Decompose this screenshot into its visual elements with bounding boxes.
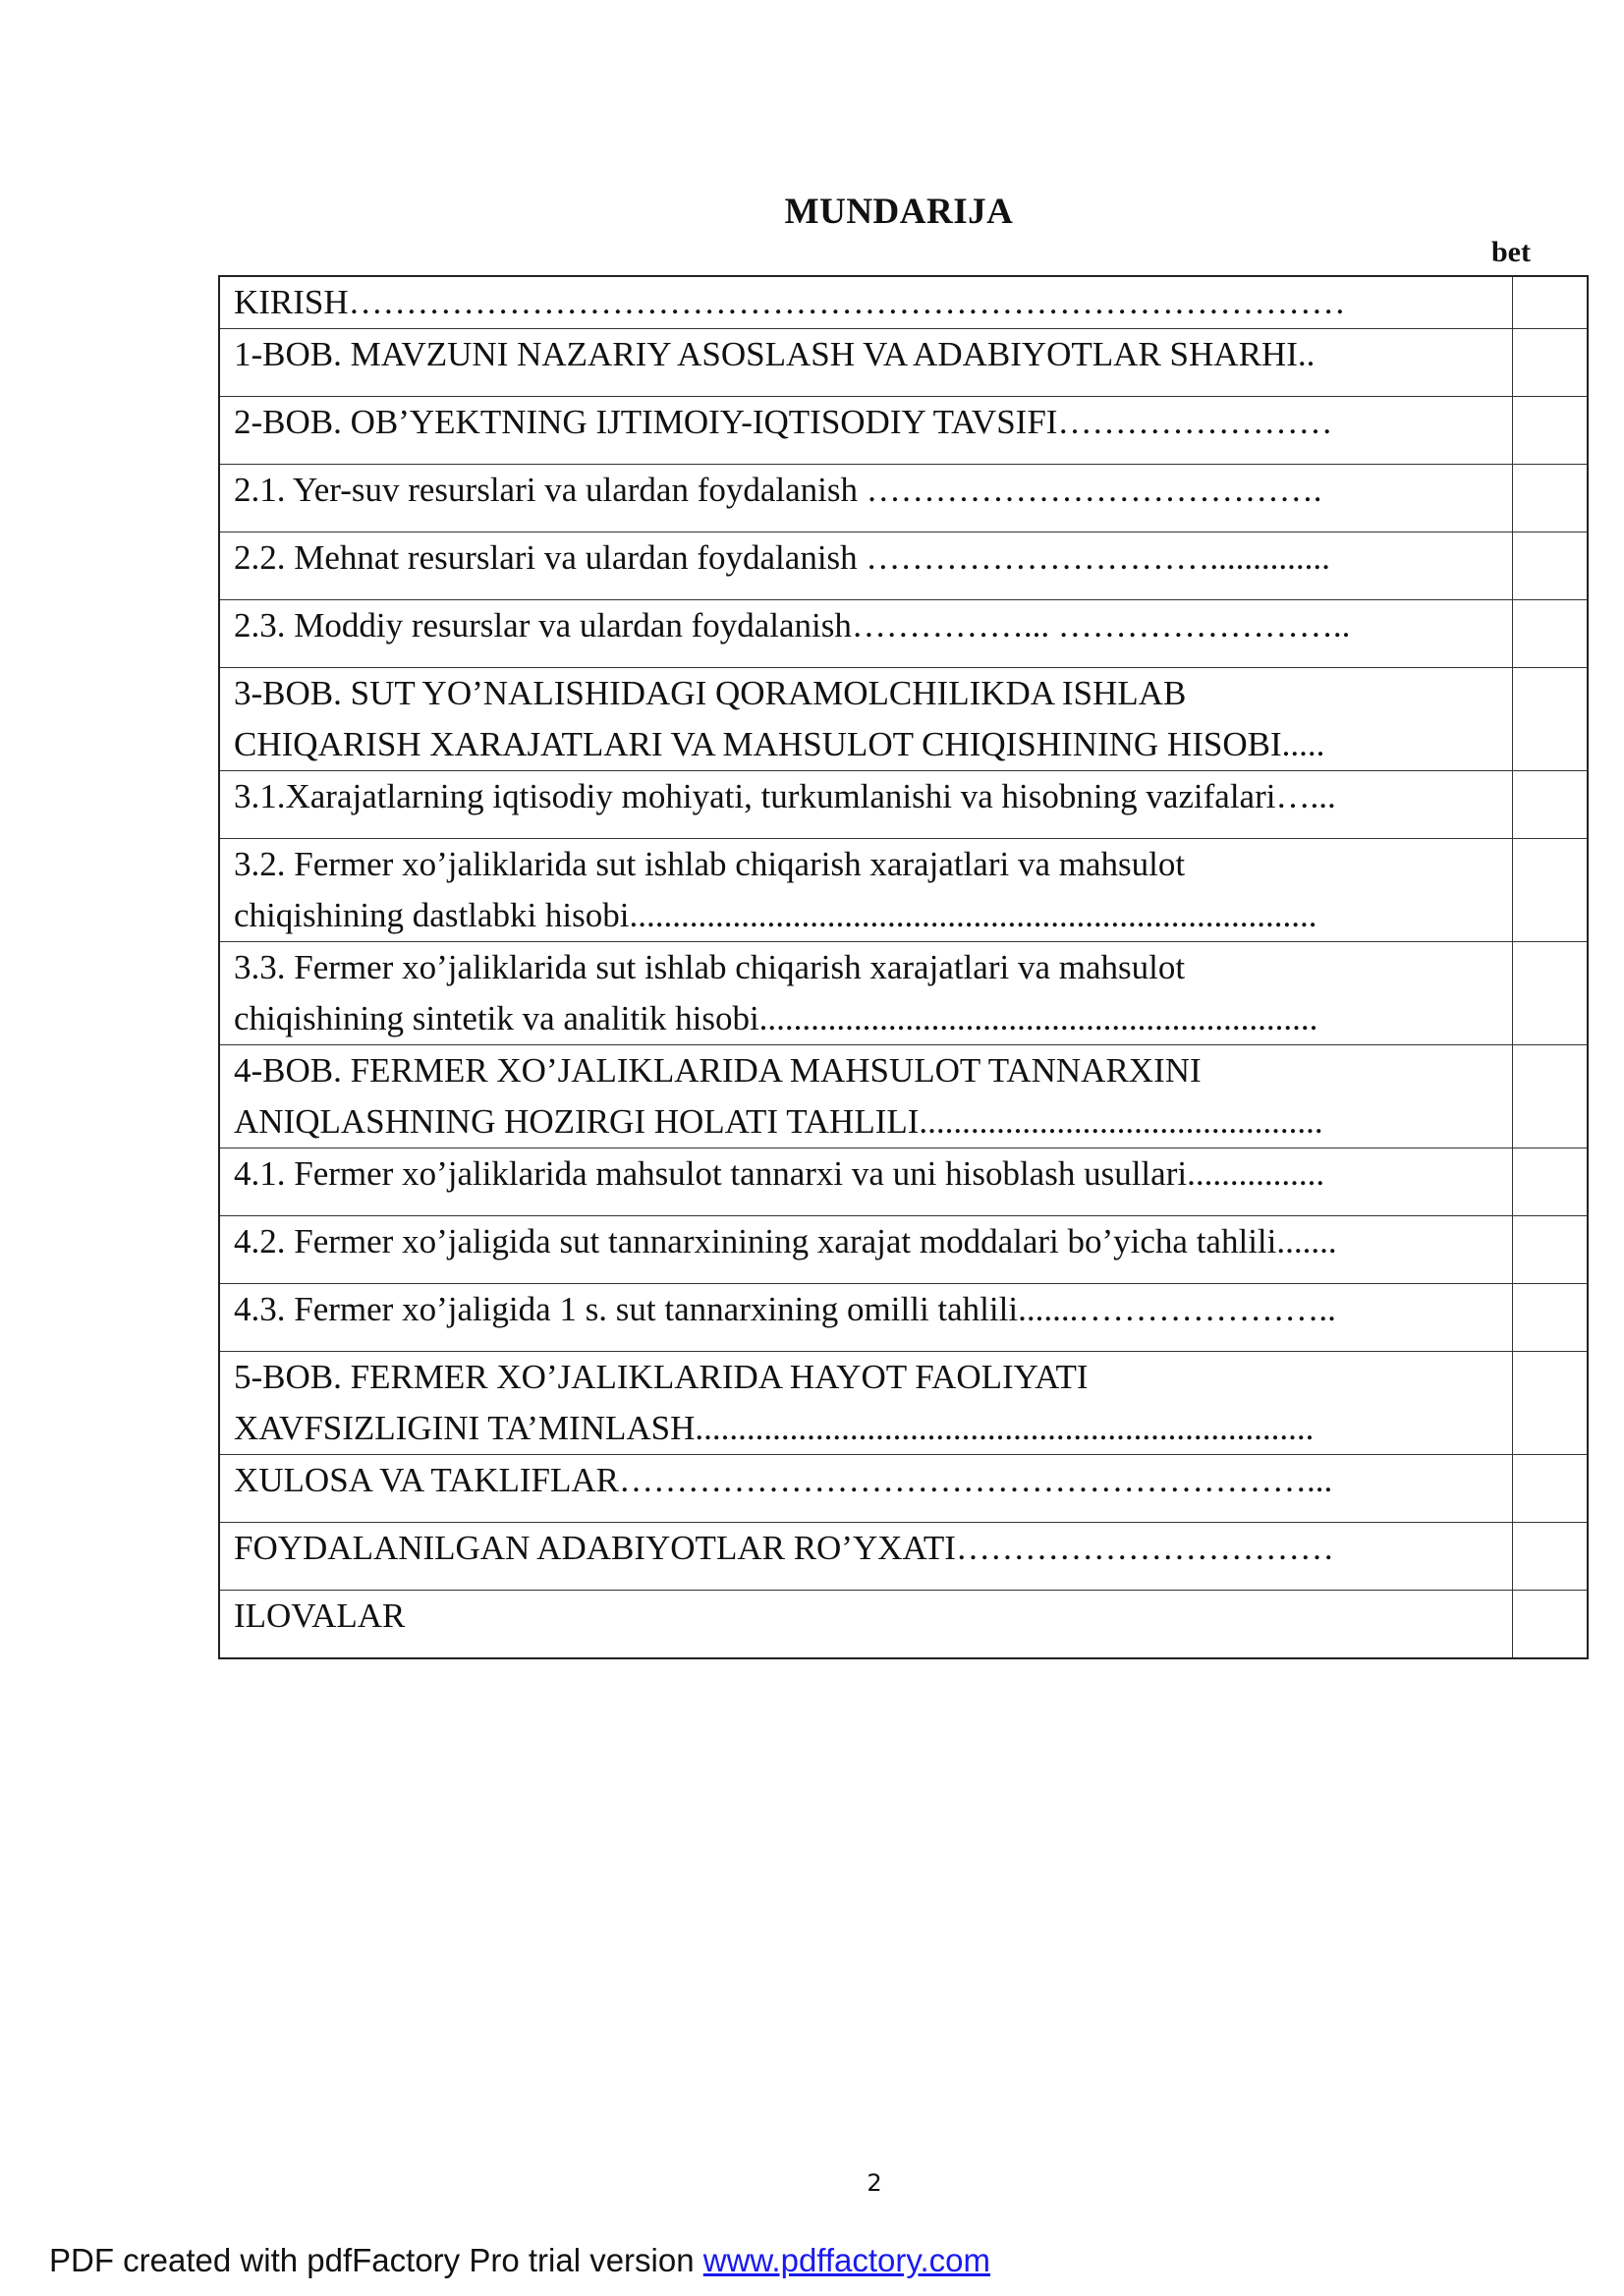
toc-row bbox=[219, 1284, 1588, 1352]
toc-row bbox=[219, 329, 1588, 397]
toc-row bbox=[219, 397, 1588, 465]
toc-row bbox=[219, 1045, 1588, 1148]
toc-entry-label: 4.3. Fermer xo’jaligida 1 s. sut tannarxining omilli tahlili.......………………….. bbox=[219, 1284, 1513, 1352]
toc-entry-page bbox=[1513, 1523, 1589, 1591]
page-number: 2 bbox=[867, 2169, 882, 2197]
toc-entry-page bbox=[1513, 668, 1589, 771]
toc-entry-page bbox=[1513, 532, 1589, 600]
toc-row bbox=[219, 1352, 1588, 1455]
toc-entry-page bbox=[1513, 329, 1589, 397]
toc-entry-page bbox=[1513, 1045, 1589, 1148]
toc-entry-label: 3.3. Fermer xo’jaliklarida sut ishlab chiqarish xarajatlari va mahsulot chiqishining sintetik va analitik hisobi................................................................. bbox=[219, 942, 1513, 1045]
toc-row bbox=[219, 839, 1588, 942]
toc-entry-label: 2.2. Mehnat resurslari va ulardan foydalanish ………………………….............. bbox=[219, 532, 1513, 600]
toc-row bbox=[219, 1523, 1588, 1591]
toc-entry-page bbox=[1513, 1216, 1589, 1284]
toc-row bbox=[219, 1148, 1588, 1216]
toc-entry-label: 3.2. Fermer xo’jaliklarida sut ishlab chiqarish xarajatlari va mahsulot chiqishining dastlabki hisobi................................................................................ bbox=[219, 839, 1513, 942]
toc-row bbox=[219, 771, 1588, 839]
toc-entry-page bbox=[1513, 276, 1589, 329]
toc-entry-page bbox=[1513, 1284, 1589, 1352]
toc-entry-page bbox=[1513, 397, 1589, 465]
toc-entry-page bbox=[1513, 1591, 1589, 1659]
toc-entry-label: 2.1. Yer-suv resurslari va ulardan foydalanish …………………………………. bbox=[219, 465, 1513, 532]
page-title: MUNDARIJA bbox=[784, 192, 1014, 232]
pdf-footer bbox=[49, 2242, 990, 2279]
page-column-label: bet bbox=[1491, 236, 1531, 268]
footer-text: PDF created with pdfFactory Pro trial version bbox=[49, 2242, 703, 2278]
toc-entry-label: 5-BOB. FERMER XO’JALIKLARIDA HAYOT FAOLIYATI XAVFSIZLIGINI TA’MINLASH........................................................................ bbox=[219, 1352, 1513, 1455]
toc-row bbox=[219, 532, 1588, 600]
toc-entry-label: 1-BOB. MAVZUNI NAZARIY ASOSLASH VA ADABIYOTLAR SHARHI.. bbox=[219, 329, 1513, 397]
toc-entry-label: 4.1. Fermer xo’jaliklarida mahsulot tannarxi va uni hisoblash usullari................ bbox=[219, 1148, 1513, 1216]
toc-row bbox=[219, 600, 1588, 668]
toc-entry-label: KIRISH…………………………………………………………………………… bbox=[219, 276, 1513, 329]
toc-entry-label: FOYDALANILGAN ADABIYOTLAR RO’YXATI…………………………… bbox=[219, 1523, 1513, 1591]
toc-entry-page bbox=[1513, 1148, 1589, 1216]
footer-link[interactable]: www.pdffactory.com bbox=[702, 2242, 990, 2278]
toc-entry-page bbox=[1513, 771, 1589, 839]
toc-row bbox=[219, 1216, 1588, 1284]
toc-entry-label: ILOVALAR bbox=[219, 1591, 1513, 1659]
toc-entry-label: 4-BOB. FERMER XO’JALIKLARIDA MAHSULOT TANNARXINI ANIQLASHNING HOZIRGI HOLATI TAHLILI............................................... bbox=[219, 1045, 1513, 1148]
toc-row bbox=[219, 465, 1588, 532]
toc-entry-label: 4.2. Fermer xo’jaligida sut tannarxinining xarajat moddalari bo’yicha tahlili....... bbox=[219, 1216, 1513, 1284]
toc-entry-label: 2.3. Moddiy resurslar va ulardan foydalanish……………... …………………….. bbox=[219, 600, 1513, 668]
toc-row bbox=[219, 1591, 1588, 1659]
toc-entry-page bbox=[1513, 942, 1589, 1045]
toc-row bbox=[219, 1455, 1588, 1523]
toc-row bbox=[219, 942, 1588, 1045]
toc-entry-page bbox=[1513, 600, 1589, 668]
toc-entry-page bbox=[1513, 839, 1589, 942]
toc-entry-label: 2-BOB. OB’YEKTNING IJTIMOIY-IQTISODIY TAVSIFI…………………… bbox=[219, 397, 1513, 465]
toc-entry-page bbox=[1513, 465, 1589, 532]
toc-row bbox=[219, 276, 1588, 329]
toc-entry-page bbox=[1513, 1455, 1589, 1523]
toc-entry-label: 3.1.Xarajatlarning iqtisodiy mohiyati, turkumlanishi va hisobning vazifalari…... bbox=[219, 771, 1513, 839]
toc-row bbox=[219, 668, 1588, 771]
toc-entry-label: XULOSA VA TAKLIFLAR……………………………………………………... bbox=[219, 1455, 1513, 1523]
toc-entry-label: 3-BOB. SUT YO’NALISHIDAGI QORAMOLCHILIKDA ISHLAB CHIQARISH XARAJATLARI VA MAHSULOT CHIQISHINING HISOBI..... bbox=[219, 668, 1513, 771]
table-of-contents bbox=[218, 275, 1589, 1659]
toc-entry-page bbox=[1513, 1352, 1589, 1455]
